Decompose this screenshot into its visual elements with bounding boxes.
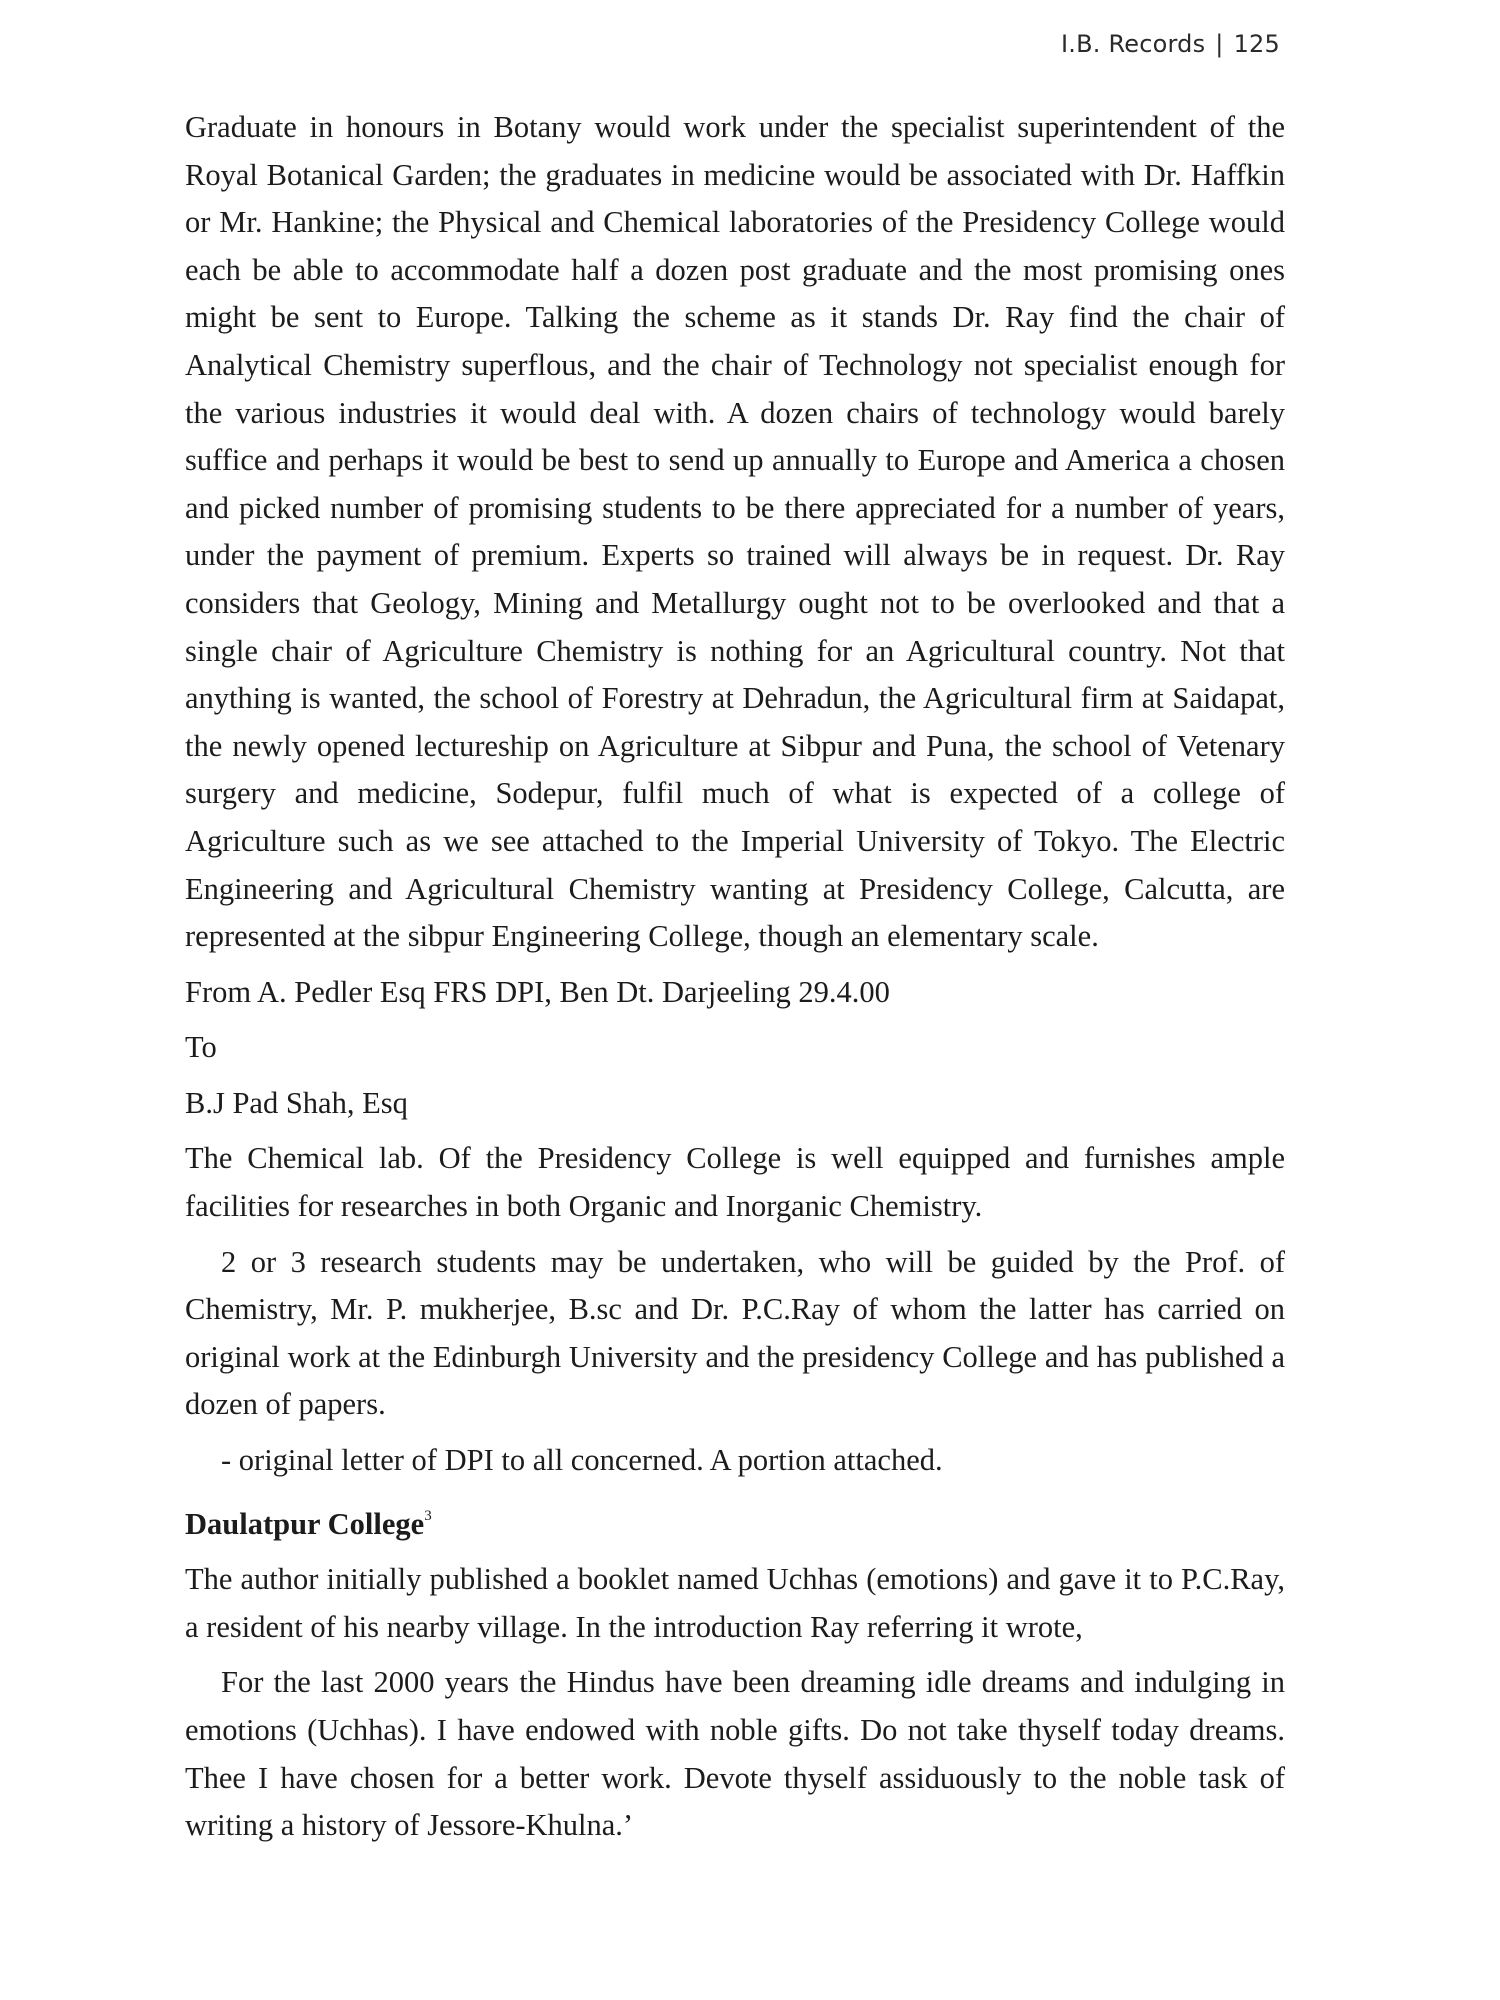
letter-from-line: From A. Pedler Esq FRS DPI, Ben Dt. Darjeeling 29.4.00 <box>185 974 890 1009</box>
section-heading <box>185 1493 1285 1549</box>
running-head <box>1061 30 1280 58</box>
letter-addressee: B.J Pad Shah, Esq <box>185 1085 408 1120</box>
paragraph-chemical-lab: The Chemical lab. Of the Presidency College is well equipped and furnishes ample facilities for researches in both Organic and Inorganic Chemistry. <box>185 1141 1285 1224</box>
page-number: 125 <box>1233 30 1280 58</box>
paragraph-uchhas: The author initially published a booklet named Uchhas (emotions) and gave it to P.C.Ray, a resident of his nearby village. In the introduction Ray referring it wrote, <box>185 1562 1285 1644</box>
running-head-title: I.B. Records <box>1061 30 1206 58</box>
paragraph-note: - original letter of DPI to all concerned. A portion attached. <box>221 1443 943 1478</box>
page-body <box>185 104 1285 1850</box>
paragraph-research-students: 2 or 3 research students may be undertaken, who will be guided by the Prof. of Chemistry, Mr. P. mukherjee, B.sc and Dr. P.C.Ray of whom the latter has carried on original work at the Edinburgh University and the presidency College and has published a dozen of papers. <box>185 1244 1285 1422</box>
letter-to-line: To <box>185 1030 217 1065</box>
footnote-ref: 3 <box>424 1507 432 1524</box>
block-quote: For the last 2000 years the Hindus have been dreaming idle dreams and indulging in emotions (Uchhas). I have endowed with noble gifts. Do not take thyself today dreams. Thee I have chosen for a better work. Devote thyself assiduously to the noble task of writing a history of Jessore-Khulna.’ <box>185 1665 1285 1843</box>
running-head-separator: | <box>1215 30 1224 58</box>
section-heading-text: Daulatpur College <box>185 1506 425 1541</box>
paragraph-botany-scheme: Graduate in honours in Botany would work under the specialist superintendent of the Royal Botanical Garden; the graduates in medicine would be associated with Dr. Haffkin or Mr. Hankine; the Physical and Chemical laboratories of the Presidency College would each be able to accommodate half a dozen post graduate and the most promising ones might be sent to Europe. Talking the scheme as it stands Dr. Ray find the chair of Analytical Chemistry superflous, and the chair of Technology not specialist enough for the various industries it would deal with. A dozen chairs of technology would barely suffice and perhaps it would be best to send up annually to Europe and America a chosen and picked number of promising students to be there appreciated for a number of years, under the payment of premium. Experts so trained will always be in request. Dr. Ray considers that Geology, Mining and Metallurgy ought not to be overlooked and that a single chair of Agriculture Chemistry is nothing for an Agricultural country. Not that anything is wanted, the school of Forestry at Dehradun, the Agricultural firm at Saidapat, the newly opened lectureship on Agriculture at Sibpur and Puna, the school of Vetenary surgery and medicine, Sodepur, fulfil much of what is expected of a college of Agriculture such as we see attached to the Imperial University of Tokyo. The Electric Engineering and Agricultural Chemistry wanting at Presidency College, Calcutta, are represented at the sibpur Engineering College, though an elementary scale. <box>185 110 1285 954</box>
